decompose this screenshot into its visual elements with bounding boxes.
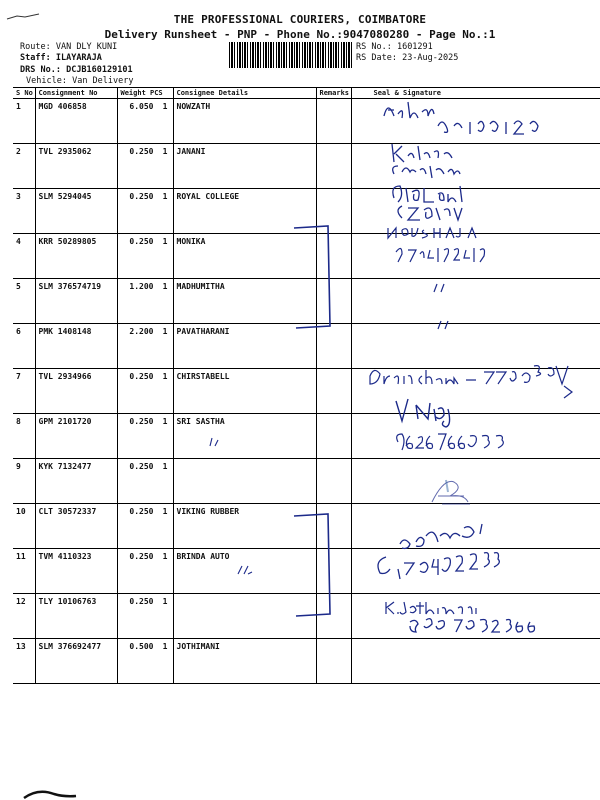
staff-value: ILAYARAJA bbox=[55, 53, 102, 63]
weight-value: 0.500 bbox=[129, 642, 154, 651]
serial-number: 1 bbox=[13, 99, 35, 144]
consignee-name: PAVATHARANI bbox=[173, 324, 316, 369]
weight-pcs-cell bbox=[117, 639, 173, 684]
pcs-value: 1 bbox=[162, 102, 168, 111]
col-header-sno: S No bbox=[13, 88, 35, 99]
consignment-number: TVL 2934966 bbox=[35, 369, 117, 414]
weight-pcs-cell bbox=[117, 414, 173, 459]
weight-value: 1.200 bbox=[129, 282, 154, 291]
serial-number: 4 bbox=[13, 234, 35, 279]
pcs-value: 1 bbox=[162, 282, 168, 291]
route-line bbox=[20, 42, 117, 53]
consignee-name: SRI SASTHA bbox=[173, 414, 316, 459]
weight-value: 6.050 bbox=[129, 102, 154, 111]
pcs-value: 1 bbox=[162, 552, 168, 561]
serial-number: 7 bbox=[13, 369, 35, 414]
pcs-value: 1 bbox=[162, 642, 168, 651]
signature-cell bbox=[351, 549, 600, 594]
serial-number: 8 bbox=[13, 414, 35, 459]
vehicle-line bbox=[26, 76, 134, 87]
consignment-number: TLY 10106763 bbox=[35, 594, 117, 639]
consignment-number: PMK 1408148 bbox=[35, 324, 117, 369]
col-header-signature: Seal & Signature bbox=[351, 88, 600, 99]
signature-cell bbox=[351, 279, 600, 324]
route-value: VAN DLY KUNI bbox=[55, 42, 118, 52]
weight-pcs-cell bbox=[117, 279, 173, 324]
signature-cell bbox=[351, 324, 600, 369]
serial-number: 6 bbox=[13, 324, 35, 369]
signature-cell bbox=[351, 234, 600, 279]
staff-label: Staff: bbox=[20, 53, 51, 63]
signature-cell bbox=[351, 639, 600, 684]
bracket-mark-1 bbox=[290, 222, 340, 332]
weight-pcs-cell bbox=[117, 594, 173, 639]
signature-cell bbox=[351, 594, 600, 639]
weight-value: 0.250 bbox=[129, 462, 154, 471]
weight-value: 0.250 bbox=[129, 147, 154, 156]
serial-number: 13 bbox=[13, 639, 35, 684]
staff-line bbox=[20, 53, 102, 64]
weight-pcs-cell bbox=[117, 99, 173, 144]
consignment-number: SLM 376574719 bbox=[35, 279, 117, 324]
weight-value: 0.250 bbox=[129, 597, 154, 606]
remarks-cell bbox=[316, 144, 351, 189]
serial-number: 11 bbox=[13, 549, 35, 594]
route-label: Route: bbox=[20, 42, 51, 52]
signature-cell bbox=[351, 504, 600, 549]
consignee-name: BRINDA AUTO bbox=[173, 549, 316, 594]
consignee-name: MADHUMITHA bbox=[173, 279, 316, 324]
serial-number: 9 bbox=[13, 459, 35, 504]
drs-label: DRS No.: bbox=[20, 65, 61, 75]
col-header-consignee: Consignee Details bbox=[173, 88, 316, 99]
pcs-value: 1 bbox=[162, 327, 168, 336]
rs-no-value: 1601291 bbox=[396, 42, 433, 52]
weight-pcs-cell bbox=[117, 549, 173, 594]
table-row bbox=[13, 99, 600, 144]
signature-cell bbox=[351, 189, 600, 234]
consignee-name bbox=[173, 459, 316, 504]
weight-value: 0.250 bbox=[129, 507, 154, 516]
table-header-row bbox=[13, 88, 600, 99]
signature-cell bbox=[351, 459, 600, 504]
consignment-number: SLM 376692477 bbox=[35, 639, 117, 684]
remarks-cell bbox=[316, 414, 351, 459]
weight-value: 0.250 bbox=[129, 372, 154, 381]
table-row bbox=[13, 369, 600, 414]
serial-number: 5 bbox=[13, 279, 35, 324]
consignment-number: TVM 4110323 bbox=[35, 549, 117, 594]
barcode bbox=[229, 42, 353, 68]
col-header-consignment: Consignment No bbox=[35, 88, 117, 99]
weight-pcs-cell bbox=[117, 369, 173, 414]
consignee-name: MONIKA bbox=[173, 234, 316, 279]
company-name: THE PROFESSIONAL COURIERS, COIMBATORE bbox=[173, 13, 427, 26]
weight-pcs-cell bbox=[117, 144, 173, 189]
remarks-cell bbox=[316, 99, 351, 144]
weight-pcs-cell bbox=[117, 504, 173, 549]
consignee-name: NOWZATH bbox=[173, 99, 316, 144]
consignment-number: MGD 406858 bbox=[35, 99, 117, 144]
signature-cell bbox=[351, 369, 600, 414]
table-row bbox=[13, 144, 600, 189]
remarks-cell bbox=[316, 369, 351, 414]
consignment-number: KYK 7132477 bbox=[35, 459, 117, 504]
col-header-remarks: Remarks bbox=[316, 88, 351, 99]
signature-cell bbox=[351, 144, 600, 189]
weight-pcs-cell bbox=[117, 234, 173, 279]
weight-pcs-cell bbox=[117, 189, 173, 234]
table-row bbox=[13, 414, 600, 459]
consignee-name: CHIRSTABELL bbox=[173, 369, 316, 414]
consignee-name: JANANI bbox=[173, 144, 316, 189]
weight-value: 0.250 bbox=[129, 192, 154, 201]
vehicle-label: Vehicle: bbox=[26, 76, 67, 86]
pcs-value: 1 bbox=[162, 417, 168, 426]
remarks-cell bbox=[316, 639, 351, 684]
rs-date-line bbox=[356, 53, 458, 64]
rs-date-value: 23-Aug-2025 bbox=[402, 53, 459, 63]
weight-value: 0.250 bbox=[129, 417, 154, 426]
serial-number: 3 bbox=[13, 189, 35, 234]
serial-number: 10 bbox=[13, 504, 35, 549]
pcs-value: 1 bbox=[162, 147, 168, 156]
vehicle-value: Van Delivery bbox=[72, 76, 134, 86]
weight-pcs-cell bbox=[117, 324, 173, 369]
table-row bbox=[13, 459, 600, 504]
remarks-cell bbox=[316, 459, 351, 504]
drs-value: DCJB160129101 bbox=[66, 65, 133, 75]
pcs-value: 1 bbox=[162, 462, 168, 471]
consignee-name: VIKING RUBBER bbox=[173, 504, 316, 549]
pcs-value: 1 bbox=[162, 597, 168, 606]
rs-date-label: RS Date: bbox=[356, 53, 397, 63]
pcs-value: 1 bbox=[162, 372, 168, 381]
serial-number: 2 bbox=[13, 144, 35, 189]
col-header-weight-pcs: Weight PCS bbox=[117, 88, 173, 99]
pcs-value: 1 bbox=[162, 507, 168, 516]
consignee-name: JOTHIMANI bbox=[173, 639, 316, 684]
consignment-number: TVL 2935062 bbox=[35, 144, 117, 189]
corner-mark-bottom bbox=[20, 786, 80, 800]
pcs-value: 1 bbox=[162, 192, 168, 201]
weight-value: 2.200 bbox=[129, 327, 154, 336]
weight-pcs-cell bbox=[117, 459, 173, 504]
signature-cell bbox=[351, 99, 600, 144]
weight-value: 0.250 bbox=[129, 237, 154, 246]
runsheet-title: Delivery Runsheet - PNP - Phone No.:9047080280 - Page No.:1 bbox=[104, 28, 496, 41]
consignment-number: CLT 30572337 bbox=[35, 504, 117, 549]
drs-line bbox=[20, 65, 133, 76]
rs-no-label: RS No.: bbox=[356, 42, 392, 52]
consignment-number: KRR 50289805 bbox=[35, 234, 117, 279]
table-row bbox=[13, 639, 600, 684]
rs-no-line bbox=[356, 42, 433, 53]
bracket-mark-2 bbox=[290, 510, 340, 620]
weight-value: 0.250 bbox=[129, 552, 154, 561]
pcs-value: 1 bbox=[162, 237, 168, 246]
consignee-name: ROYAL COLLEGE bbox=[173, 189, 316, 234]
consignment-number: GPM 2101720 bbox=[35, 414, 117, 459]
serial-number: 12 bbox=[13, 594, 35, 639]
consignment-number: SLM 5294045 bbox=[35, 189, 117, 234]
signature-cell bbox=[351, 414, 600, 459]
